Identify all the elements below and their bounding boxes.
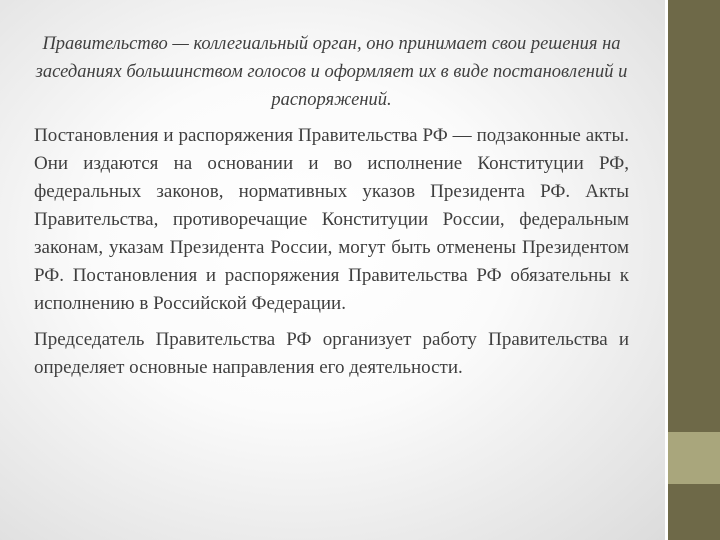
slide-content [34, 30, 629, 390]
sidebar-accent-block [668, 432, 720, 484]
body-paragraph-acts: Постановления и распоряжения Правительства РФ — подзаконные акты. Они издаются на основании и во исполнение Конституции РФ, федеральных законов, нормативных указов Президента РФ. Акты Правительства, противоречащие Конституции России, федеральным законам, указам Президента России, могут быть отменены Президентом РФ. Постановления и распоряжения Правительства РФ обязательны к исполнению в Российской Федерации. [34, 125, 629, 314]
intro-paragraph: Правительство — коллегиальный орган, оно принимает свои решения на заседаниях большинством голосов и оформляет их в виде постановлений и распоряжений. [35, 34, 628, 110]
body-paragraph-chairman: Председатель Правительства РФ организует работу Правительства и определяет основные направления его деятельности. [34, 329, 629, 378]
